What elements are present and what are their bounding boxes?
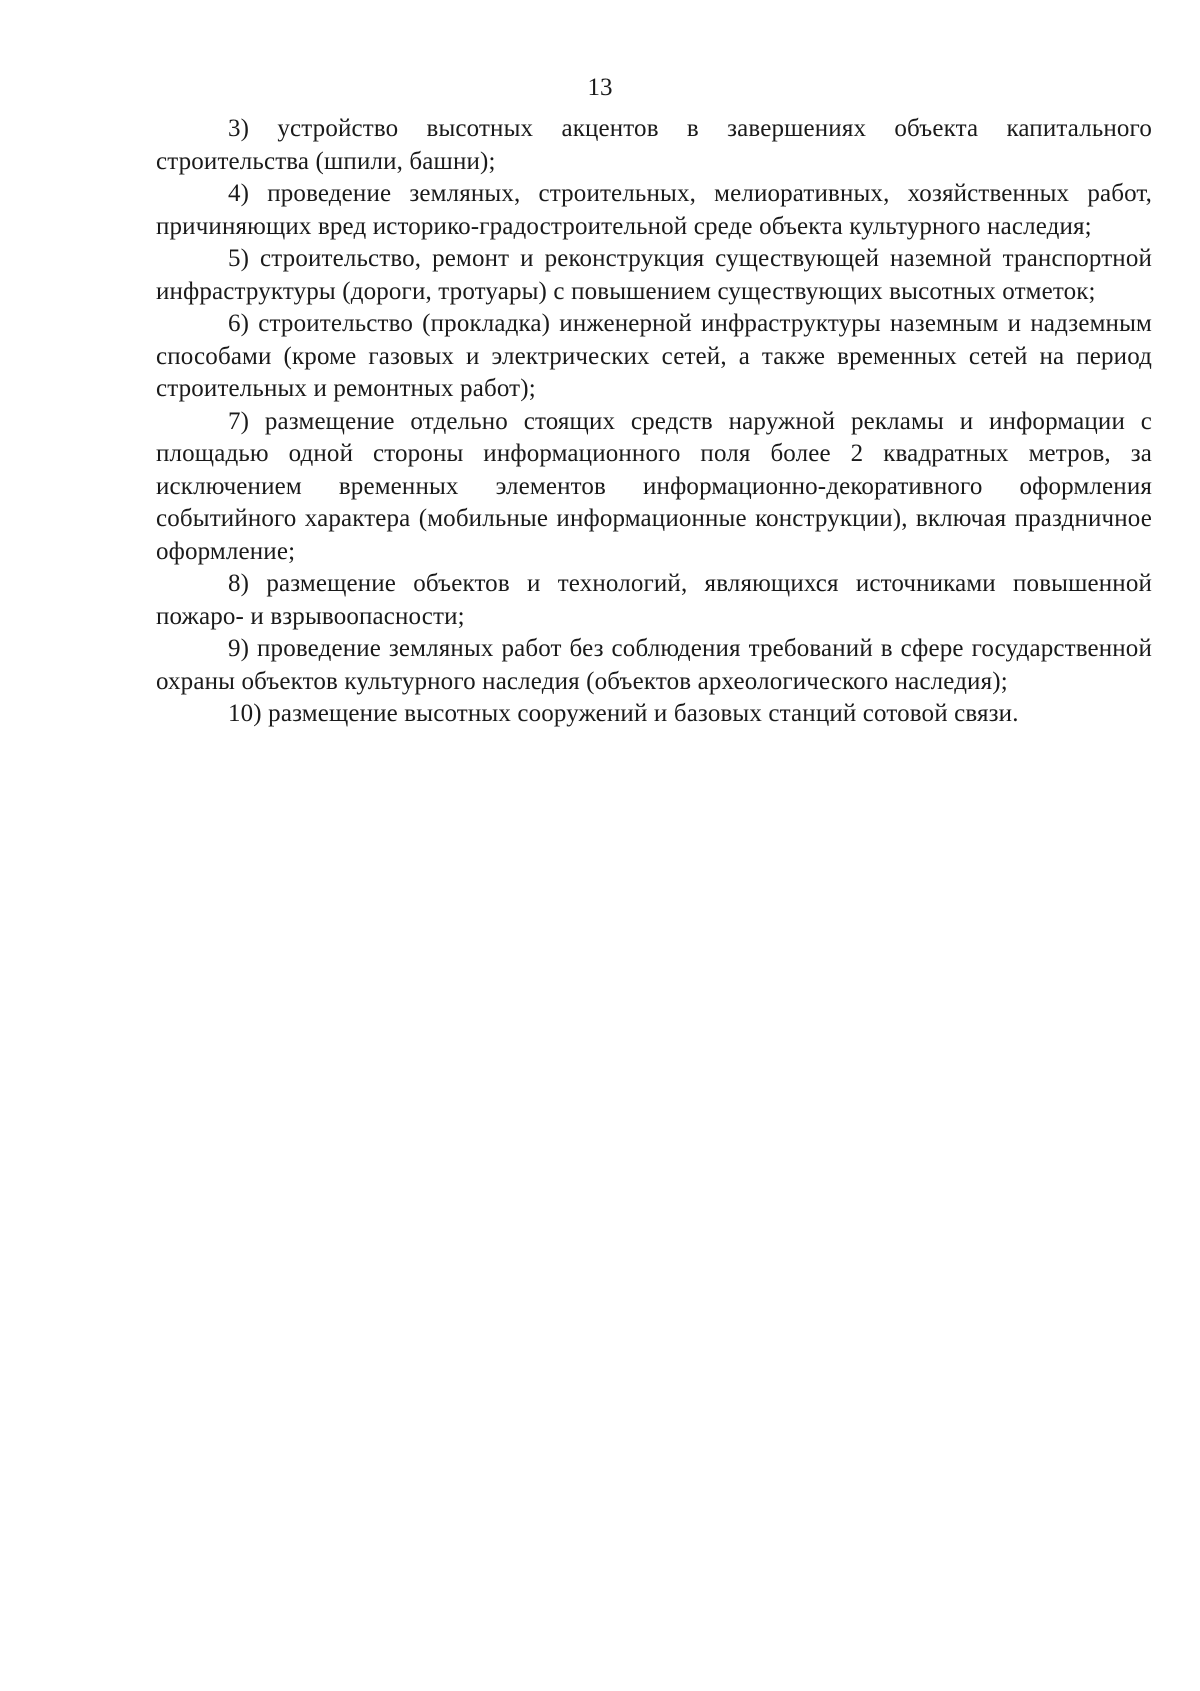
list-item-7: 7) размещение отдельно стоящих средств наружной рекламы и информации с площадью одной стороны информационного поля более 2 квадратных метров, за исключением временных элементов информационно-декоративного оформления событийного характера (мобильные информационные конструкции), включая праздничное оформление;: [156, 407, 1152, 565]
body-text: [156, 113, 1152, 731]
page-number: 13: [587, 74, 613, 101]
list-item-10: 10) размещение высотных сооружений и базовых станций сотовой связи.: [228, 700, 1019, 727]
list-item-6: 6) строительство (прокладка) инженерной инфраструктуры наземным и надземным способами (кроме газовых и электрических сетей, а также временных сетей на период строительных и ремонтных работ);: [156, 310, 1152, 402]
list-item-5: 5) строительство, ремонт и реконструкция существующей наземной транспортной инфраструктуры (дороги, тротуары) с повышением существующих высотных отметок;: [156, 245, 1152, 305]
list-item-3: 3) устройство высотных акцентов в завершениях объекта капитального строительства (шпили, башни);: [156, 115, 1152, 175]
list-item-4: 4) проведение земляных, строительных, мелиоративных, хозяйственных работ, причиняющих вред историко-градостроительной среде объекта культурного наследия;: [156, 180, 1152, 240]
list-item-9: 9) проведение земляных работ без соблюдения требований в сфере государственной охраны объектов культурного наследия (объектов археологического наследия);: [156, 635, 1152, 695]
list-item-8: 8) размещение объектов и технологий, являющихся источниками повышенной пожаро- и взрывоопасности;: [156, 570, 1152, 630]
